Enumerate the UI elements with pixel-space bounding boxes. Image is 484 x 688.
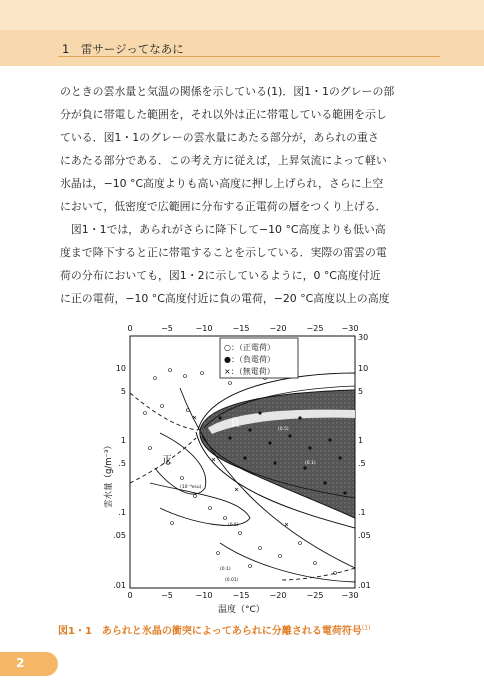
page-number: 2 (16, 656, 25, 670)
right-tick: 10 (358, 364, 369, 373)
right-tick: .01 (358, 581, 371, 590)
bottom-tick: −10 (195, 591, 213, 600)
contour-label: (0.5) (228, 523, 239, 528)
bottom-tick: −20 (269, 591, 287, 600)
bottom-tick: −30 (341, 591, 359, 600)
negative-label: 負 (230, 418, 240, 429)
contour-label: (10⁻⁴esu) (180, 485, 202, 490)
page-number-tab (0, 652, 58, 676)
bottom-tick: −15 (232, 591, 250, 600)
left-tick: 5 (120, 387, 126, 396)
contour-line (220, 543, 355, 582)
figure-caption (58, 622, 478, 637)
body-line: のときの雲水量と気温の関係を示している(1)．図1・1のグレーの部 (60, 85, 395, 98)
negative-region (200, 390, 355, 518)
contour-label: (0.1) (220, 567, 231, 572)
left-tick: .1 (118, 508, 126, 517)
charge-figure (100, 318, 390, 618)
top-tick: −10 (195, 324, 213, 333)
x-axis-label: 温度（°C） (218, 605, 265, 615)
right-tick: 1 (358, 436, 364, 445)
right-tick: 5 (358, 387, 364, 396)
top-tick: −20 (269, 324, 287, 333)
right-tick: .5 (358, 459, 366, 468)
header-rule (58, 56, 440, 57)
body-text (60, 80, 430, 310)
bottom-tick: −25 (306, 591, 324, 600)
right-tick: .05 (358, 531, 371, 540)
top-band (0, 0, 484, 30)
top-tick: −25 (306, 324, 324, 333)
left-tick: .05 (113, 531, 126, 540)
legend-item: ○：（正電荷） (224, 343, 275, 352)
contour-label: (0.1) (305, 461, 316, 466)
body-line: 度まで降下すると正に帯電することを示している．実際の雷雲の電 (60, 246, 387, 259)
legend-item: ●：（負電荷） (224, 355, 275, 364)
top-tick: −30 (341, 324, 359, 333)
body-line: 氷晶は，−10 °C高度よりも高い高度に押し上げられ，さらに上空 (60, 177, 384, 190)
top-tick: 0 (127, 324, 133, 333)
body-line: 分が負に帯電した範囲を，それ以外は正に帯電している範囲を示し (60, 108, 387, 121)
body-line: において，低密度で広範囲に分布する正電荷の層をつくり上げる． (60, 200, 387, 213)
body-line: 荷の分布においても，図1・2に示しているように，0 °C高度付近 (60, 269, 381, 282)
body-line: にあたる部分である．この考え方に従えば，上昇気流によって軽い (60, 154, 387, 167)
positive-label: 正 (162, 455, 172, 466)
chapter-header (0, 30, 484, 66)
chapter-title: 1 雷サージってなあに (62, 42, 184, 56)
left-tick: .01 (113, 581, 126, 590)
left-tick: 10 (115, 364, 126, 373)
contour-label: (0.01) (225, 578, 239, 583)
y-axis-label: 雲水量（g/m⁻³） (104, 441, 114, 508)
body-line: ている．図1・1のグレーの雲水量にあたる部分が，あられの重さ (60, 131, 379, 144)
caption-ref: (1) (361, 624, 371, 632)
top-tick: −5 (161, 324, 173, 333)
body-line: に正の電荷，−10 °C高度付近に負の電荷，−20 °C高度以上の高度 (60, 292, 390, 305)
top-tick: −15 (232, 324, 250, 333)
right-tick: .1 (358, 508, 366, 517)
bottom-tick: −5 (161, 591, 173, 600)
contour-label: (0.5) (278, 427, 289, 432)
right-tick: 30 (358, 333, 369, 342)
legend-item: ×：（無電荷） (224, 367, 275, 376)
body-line: 図1・1では，あられがさらに降下して−10 °C高度よりも低い高 (60, 223, 386, 236)
left-tick: .5 (118, 459, 126, 468)
bottom-tick: 0 (127, 591, 133, 600)
caption-text: 図1・1 あられと氷晶の衝突によってあられに分離される電荷符号 (58, 626, 362, 637)
left-tick: 1 (120, 436, 126, 445)
